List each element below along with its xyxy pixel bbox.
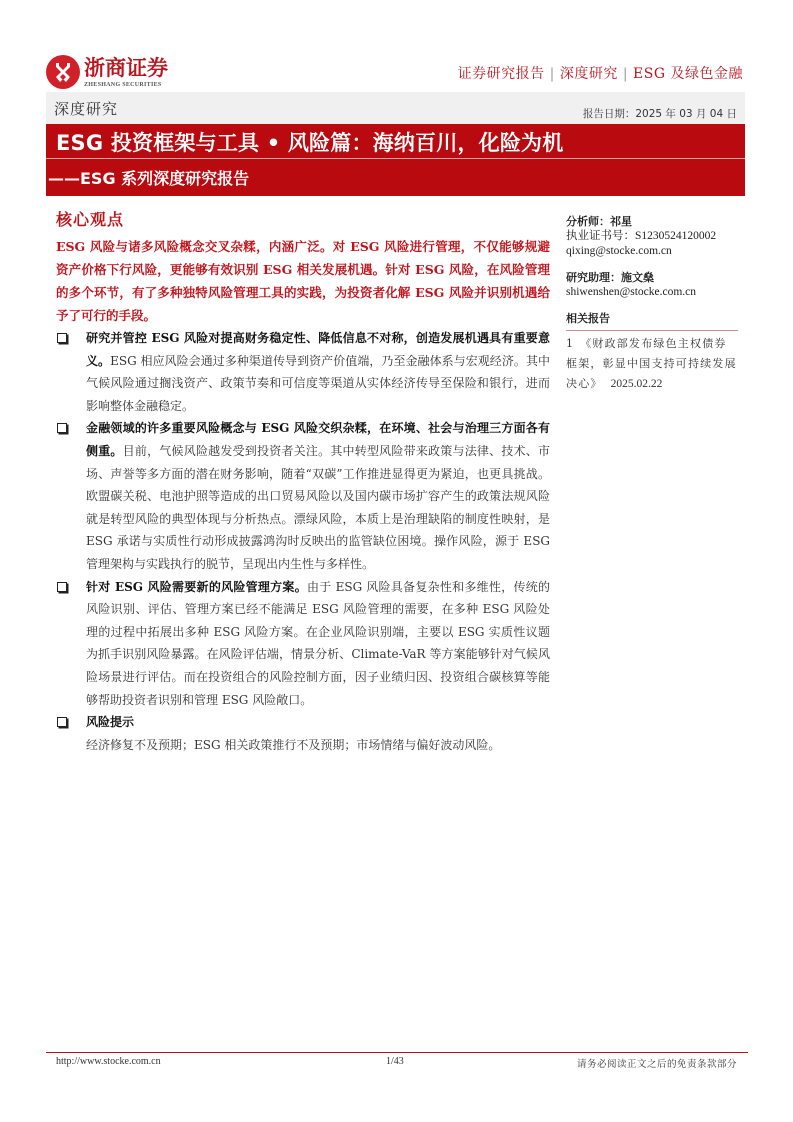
assistant-info — [566, 269, 738, 300]
key-point-body: 由于 ESG 风险具备复杂性和多维性，传统的风险识别、评估、管理方案已经不能满足 ESG 风险管理的需要，在多种 ESG 风险处理的过程中拓展出多种 ESG 风险方案。在企业风险识别端，主要以 ESG 实质性议题为抓手识别风险暴露。在风险评估端，情景分析、Climate-VaR 等方案能够针对气候风险场景进行评估。而在投资组合的风险控制方面，因子业绩归因、投资组合碳核算等能够帮助投资者识别和管理 ESG 风险敞口。 — [86, 579, 551, 707]
nav-separator: | — [622, 66, 629, 82]
assistant-name: 研究助理：施文燊 — [566, 271, 654, 284]
footer-disclaimer: 请务必阅读正文之后的免责条款部分 — [576, 1059, 737, 1070]
zheshang-logo-icon — [46, 55, 80, 89]
title-divider — [46, 158, 745, 159]
report-category-nav — [458, 63, 743, 83]
related-report-link[interactable] — [566, 334, 738, 394]
key-point-lead: 研究并管控 ESG 风险对提高财务稳定性、降低信息不对称，创造发展机遇具有重要意义。 — [86, 331, 550, 368]
report-date: 报告日期：2025 年 03 月 04 日 — [582, 108, 737, 120]
risk-warning-body: 经济修复不及预期；ESG 相关政策推行不及预期；市场情绪与偏好波动风险。 — [86, 737, 501, 752]
related-report-date: 2025.02.22 — [610, 378, 663, 390]
risk-warning-item — [56, 711, 550, 756]
analyst-email[interactable]: qixing@stocke.com.cn — [566, 245, 672, 257]
analyst-license: 执业证书号：S1230524120002 — [566, 230, 717, 242]
checkbox-bullet-icon — [57, 582, 67, 592]
title-banner — [46, 124, 745, 196]
key-point-lead: 针对 ESG 风险需要新的风险管理方案。 — [86, 579, 307, 594]
key-points-list — [56, 327, 550, 756]
page-number: 1/43 — [386, 1056, 404, 1067]
core-viewpoints-heading: 核心观点 — [56, 210, 125, 229]
key-point-item — [56, 576, 550, 712]
assistant-email[interactable]: shiwenshen@stocke.com.cn — [566, 286, 697, 298]
nav-category-esg-green-finance: ESG 及绿色金融 — [633, 66, 743, 82]
analyst-sidebar — [566, 213, 738, 394]
key-point-item — [56, 417, 550, 575]
key-point-item — [56, 327, 550, 417]
related-report-title: 《财政部发布绿色主权债券框架，彰显中国支持可持续发展决心》 — [566, 337, 737, 390]
report-title: ESG 投资框架与工具 • 风险篇：海纳百川，化险为机 — [56, 131, 564, 155]
checkbox-bullet-icon — [57, 717, 67, 727]
footer-website-link[interactable]: http://www.stocke.com.cn — [56, 1056, 161, 1067]
analyst-name: 分析师：祁星 — [566, 215, 632, 228]
checkbox-bullet-icon — [57, 333, 67, 343]
risk-warning-heading: 风险提示 — [86, 715, 135, 730]
analyst-info — [566, 213, 738, 259]
report-type-band — [46, 92, 745, 124]
company-logo — [46, 55, 168, 89]
nav-separator: | — [549, 66, 555, 82]
checkbox-bullet-icon — [57, 423, 67, 433]
related-report-number: 1 — [566, 337, 575, 350]
key-point-body: ESG 相应风险会通过多种渠道传导到资产价值端，乃至金融体系与宏观经济。其中气候风险通过搁浅资产、政策节奏和可信度等渠道从实体经济传导至保险和银行，进而影响整体金融稳定。 — [86, 353, 550, 413]
core-summary: ESG 风险与诸多风险概念交叉杂糅，内涵广泛。对 ESG 风险进行管理，不仅能够规避资产价格下行风险，更能够有效识别 ESG 相关发展机遇。针对 ESG 风险，在风险管理的多个环节，有了多种独特风险管理工具的实践，为投资者化解 ESG 风险并识别机遇给予了可行的手段。 — [56, 239, 550, 323]
section-label: 深度研究 — [54, 100, 119, 118]
related-reports-heading: 相关报告 — [566, 310, 738, 331]
nav-category-depth-research: 深度研究 — [559, 66, 618, 82]
logo-name-en: ZHESHANG SECURITIES — [84, 81, 162, 88]
key-point-lead: 金融领域的许多重要风险概念与 ESG 风险交织杂糅，在环境、社会与治理三方面各有侧重。 — [86, 421, 550, 458]
logo-name-cn: 浙商证券 — [84, 55, 168, 80]
nav-category-research-report: 证券研究报告 — [457, 66, 545, 82]
footer-divider — [46, 1052, 748, 1053]
key-point-body: 目前，气候风险越发受到投资者关注。其中转型风险带来政策与法律、技术、市场、声誉等多方面的潜在财务影响，随着“双碳”工作推进显得更为紧迫，也更具挑战。欧盟碳关税、电池护照等造成的出口贸易风险以及国内碳市场扩容产生的政策法规风险就是转型风险的典型体现与分析热点。漂绿风险，本质上是治理缺陷的制度性映射，是 ESG 承诺与实质性行动形成披露鸿沟时反映出的监管缺位困境。操作风险，源于 ESG 管理架构与实践执行的脱节，呈现出内生性与多样性。 — [86, 443, 550, 571]
report-subtitle: ——ESG 系列深度研究报告 — [48, 169, 250, 188]
